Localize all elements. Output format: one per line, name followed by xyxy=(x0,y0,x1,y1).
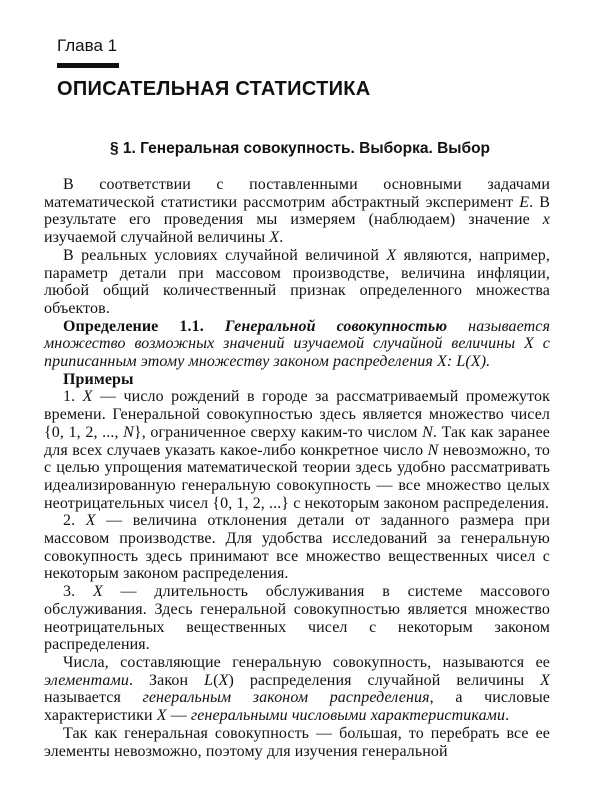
text-segment: — величина отклонения детали от заданного размера при массовом производстве. Для удобства исследований за генеральную совокупность здесь принимают все множество вещественных чисел с некоторым законом распределения. xyxy=(44,512,550,583)
text-segment: 2. xyxy=(63,512,86,530)
text-segment: — длительность обслуживания в системе массового обслуживания. Здесь генеральной совокупностью является множество неотрицательных вещественных чисел с некоторым законом распределения. xyxy=(44,583,550,654)
text-segment: X xyxy=(540,671,550,689)
text-segment: X xyxy=(82,388,93,406)
text-segment: 1. xyxy=(63,388,83,406)
text-segment: 3. xyxy=(63,583,93,601)
text-segment: изучаемой случайной величины xyxy=(44,229,270,247)
text-segment: — число рождений в городе за рассматриваемый промежуток времени. Генеральной совокупностью здесь является множество чисел {0, 1, 2, ..., xyxy=(44,388,550,441)
text-segment: Генеральной совокупностью xyxy=(224,317,448,335)
paragraph xyxy=(44,725,550,760)
chapter-header xyxy=(57,36,550,101)
text-segment: ( xyxy=(213,671,219,689)
chapter-title: ОПИСАТЕЛЬНАЯ СТАТИСТИКА xyxy=(57,78,371,100)
text-segment: В соответствии с поставленными основными задачами математической статистики рассмотрим абстрактный эксперимент xyxy=(44,176,550,211)
text-segment: }, ограниченное сверху каким-то числом xyxy=(133,423,423,441)
text-segment: — xyxy=(166,707,191,725)
text-segment: x xyxy=(542,211,550,229)
text-segment: называется множество возможных значений изучаемой случайной величины X с приписанным этому множеству законом распределения X: L(X). xyxy=(44,317,551,371)
text-segment: . В результате его проведения мы измеряем (наблюдаем) значение xyxy=(44,193,550,229)
paragraph xyxy=(44,176,550,247)
text-segment: E xyxy=(519,193,530,211)
text-segment: генеральными числовыми характеристиками xyxy=(190,707,506,725)
text-segment: Так как генеральная совокупность — большая, то перебрать все ее элементы невозможно, поэтому для изучения генеральной xyxy=(44,724,550,760)
paragraph xyxy=(44,654,550,725)
text-segment: Примеры xyxy=(63,370,134,388)
text-segment: , а числовые характеристики xyxy=(44,689,551,725)
text-segment: В реальных условиях случайной величиной xyxy=(63,246,387,264)
paragraph-definition xyxy=(44,318,550,371)
text-segment: N xyxy=(123,423,134,441)
text-segment: генеральным законом распределения xyxy=(142,689,430,707)
body-text xyxy=(44,176,550,760)
text-segment: X xyxy=(218,671,229,689)
text-segment: N xyxy=(427,441,439,459)
paragraph-example-1 xyxy=(44,388,550,512)
text-segment: . xyxy=(279,229,284,247)
text-segment: . Так как заранее для всех случаев указать какое-либо конкретное число xyxy=(44,423,550,459)
text-segment: элементами xyxy=(44,671,129,689)
text-segment: Определение 1.1. xyxy=(63,317,225,335)
text-segment: X xyxy=(269,229,280,247)
paragraph-example-3 xyxy=(44,583,550,654)
chapter-label: Глава 1 xyxy=(57,36,118,55)
text-segment: Числа, составляющие генеральную совокупность, называются ее xyxy=(63,653,550,671)
text-segment: . Закон xyxy=(128,671,205,689)
text-segment: X xyxy=(386,246,397,264)
text-segment: X xyxy=(92,583,103,601)
text-segment: являются, например, параметр детали при массовом производстве, величина инфляции, любой общий количественный признак определенного множества объектов. xyxy=(44,246,550,317)
paragraph-examples-heading xyxy=(44,371,550,389)
text-segment: X xyxy=(156,707,167,725)
text-segment: ) распределения случайной величины xyxy=(228,671,541,689)
paragraph xyxy=(44,247,550,318)
chapter-rule-divider xyxy=(57,63,119,68)
text-segment: N xyxy=(422,423,433,441)
text-segment: L xyxy=(204,671,214,689)
section-heading: § 1. Генеральная совокупность. Выборка. Выбор xyxy=(109,140,491,157)
text-segment: . xyxy=(505,707,510,725)
text-segment: невозможно, то с целью упрощения математической теории здесь удобно рассматривать идеализированную генеральную совокупность — все множество целых неотрицательных чисел {0, 1, 2, ...} с некоторым законом распределения. xyxy=(44,441,550,512)
text-segment: X xyxy=(85,512,96,530)
paragraph-example-2 xyxy=(44,512,550,583)
text-segment: называется xyxy=(44,689,143,707)
